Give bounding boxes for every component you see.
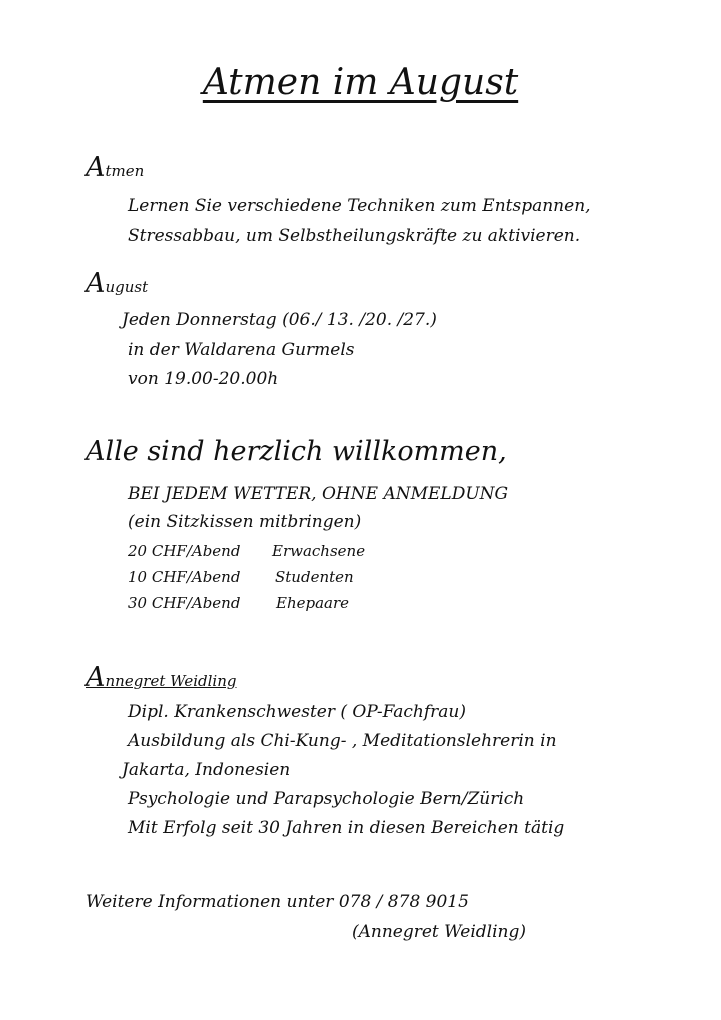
welcome-line-2: (ein Sitzkissen mitbringen) (128, 512, 362, 532)
august-line-1: Jeden Donnerstag (06./ 13. /20. /27.) (122, 310, 437, 330)
welcome-line-1: BEI JEDEM WETTER, OHNE ANMELDUNG (128, 484, 509, 504)
person-line-5: Mit Erfolg seit 30 Jahren in diesen Bereichen tätig (128, 818, 565, 838)
person-line-3: Jakarta, Indonesien (122, 760, 291, 780)
heading-initial: A (86, 152, 106, 183)
page-title: Atmen im August (202, 62, 519, 103)
contact-info: Weitere Informationen unter 078 / 878 9015 (86, 892, 469, 912)
price-amount: 10 CHF/Abend (128, 568, 241, 586)
section-heading-person (86, 662, 236, 693)
welcome-heading: Alle sind herzlich willkommen, (86, 436, 507, 467)
price-category: Erwachsene (272, 542, 366, 560)
person-line-1: Dipl. Krankenschwester ( OP-Fachfrau) (128, 702, 466, 722)
signature: (Annegret Weidling) (352, 922, 526, 942)
heading-initial: A (86, 662, 106, 693)
section-heading-atmen (86, 152, 144, 183)
price-category: Ehepaare (276, 594, 350, 612)
august-line-3: von 19.00-20.00h (128, 369, 279, 389)
heading-rest: nnegret Weidling (105, 672, 237, 690)
heading-rest: tmen (105, 162, 145, 180)
atmen-line-1: Lernen Sie verschiedene Techniken zum Entspannen, (128, 196, 591, 216)
price-amount: 20 CHF/Abend (128, 542, 241, 560)
price-row (128, 594, 350, 612)
heading-initial: A (86, 268, 106, 299)
person-line-4: Psychologie und Parapsychologie Bern/Zürich (128, 789, 525, 809)
person-line-2: Ausbildung als Chi-Kung- , Meditationslehrerin in (128, 731, 557, 751)
heading-rest: ugust (105, 278, 149, 296)
august-line-2: in der Waldarena Gurmels (128, 340, 355, 360)
price-category: Studenten (275, 568, 354, 586)
section-heading-august (86, 268, 148, 299)
price-row (128, 568, 354, 586)
atmen-line-2: Stressabbau, um Selbstheilungskräfte zu aktivieren. (128, 226, 581, 246)
price-row (128, 542, 366, 560)
price-amount: 30 CHF/Abend (128, 594, 241, 612)
